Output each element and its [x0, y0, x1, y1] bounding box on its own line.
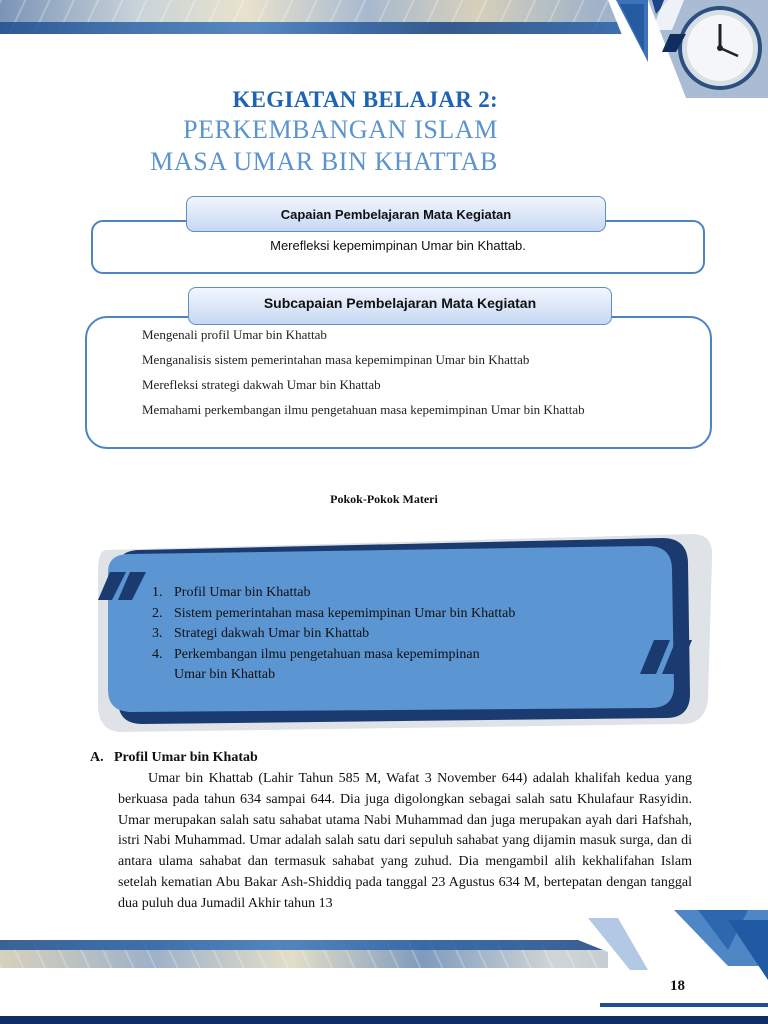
section-a-heading [90, 750, 258, 766]
pokok-materi-list [152, 583, 515, 686]
list-item: Umar bin Khattab [174, 667, 276, 682]
header-banner-band [0, 22, 640, 34]
list-item: 3. Strategi dakwah Umar bin Khattab [152, 626, 370, 641]
list-item: 2. Sistem pemerintahan masa kepemimpinan Umar bin Khattab [152, 605, 516, 621]
list-item: 1. Profil Umar bin Khattab [152, 585, 311, 600]
footer-banner-band [0, 940, 620, 950]
list-item: Mengenali profil Umar bin Khattab [142, 327, 327, 342]
chapter-title-line1: KEGIATAN BELAJAR 2: [232, 87, 498, 112]
clock-corner-decoration [608, 0, 768, 100]
chapter-title [150, 86, 498, 178]
capaian-heading: Capaian Pembelajaran Mata Kegiatan [186, 196, 606, 232]
clock-icon [680, 8, 760, 88]
footer-bar [0, 1016, 768, 1024]
section-a-paragraph: Umar bin Khattab (Lahir Tahun 585 M, Wafat 3 November 644) adalah khalifah kedua yang berkuasa pada tahun 634 sampai 644. Dia juga digolongkan sebagai salah satu Khulafaur Rasyidin. Umar merupakan salah satu sahabat utama Nabi Muhammad dan juga merupakan ayah dari Hafshah, istri Nabi Muhammad. Umar adalah salah satu dari sepuluh sahabat yang dijamin masuk surga, dan di antara ulama sahabat dan termasuk sahabat yang zuhud. Dia mengambil alih kekhalifahan Islam setelah kematian Abu Bakar Ash-Shiddiq pada tanggal 23 Agustus 634 M, bertepatan dengan tanggal dua puluh dua Jumadil Akhir tahun 13 [118, 771, 692, 911]
list-item: Memahami perkembangan ilmu pengetahuan masa kepemimpinan Umar bin Khattab [142, 402, 585, 417]
footer-rule [600, 1003, 768, 1007]
capaian-text: Merefleksi kepemimpinan Umar bin Khattab. [270, 238, 526, 253]
page-number: 18 [670, 978, 685, 994]
section-a-label: A. [90, 750, 104, 765]
chapter-title-line3: MASA UMAR BIN KHATTAB [150, 147, 498, 176]
section-a-title: Profil Umar bin Khatab [114, 750, 258, 765]
list-item: Menganalisis sistem pemerintahan masa kepemimpinan Umar bin Khattab [142, 352, 530, 367]
chapter-title-line2: PERKEMBANGAN ISLAM [183, 115, 498, 144]
pokok-materi-heading: Pokok-Pokok Materi [330, 492, 438, 506]
subcapaian-heading: Subcapaian Pembelajaran Mata Kegiatan [188, 287, 612, 325]
list-item: 4. Perkembangan ilmu pengetahuan masa kepemimpinan [152, 646, 480, 662]
list-item: Merefleksi strategi dakwah Umar bin Khattab [142, 377, 381, 392]
subcapaian-list [142, 326, 585, 426]
